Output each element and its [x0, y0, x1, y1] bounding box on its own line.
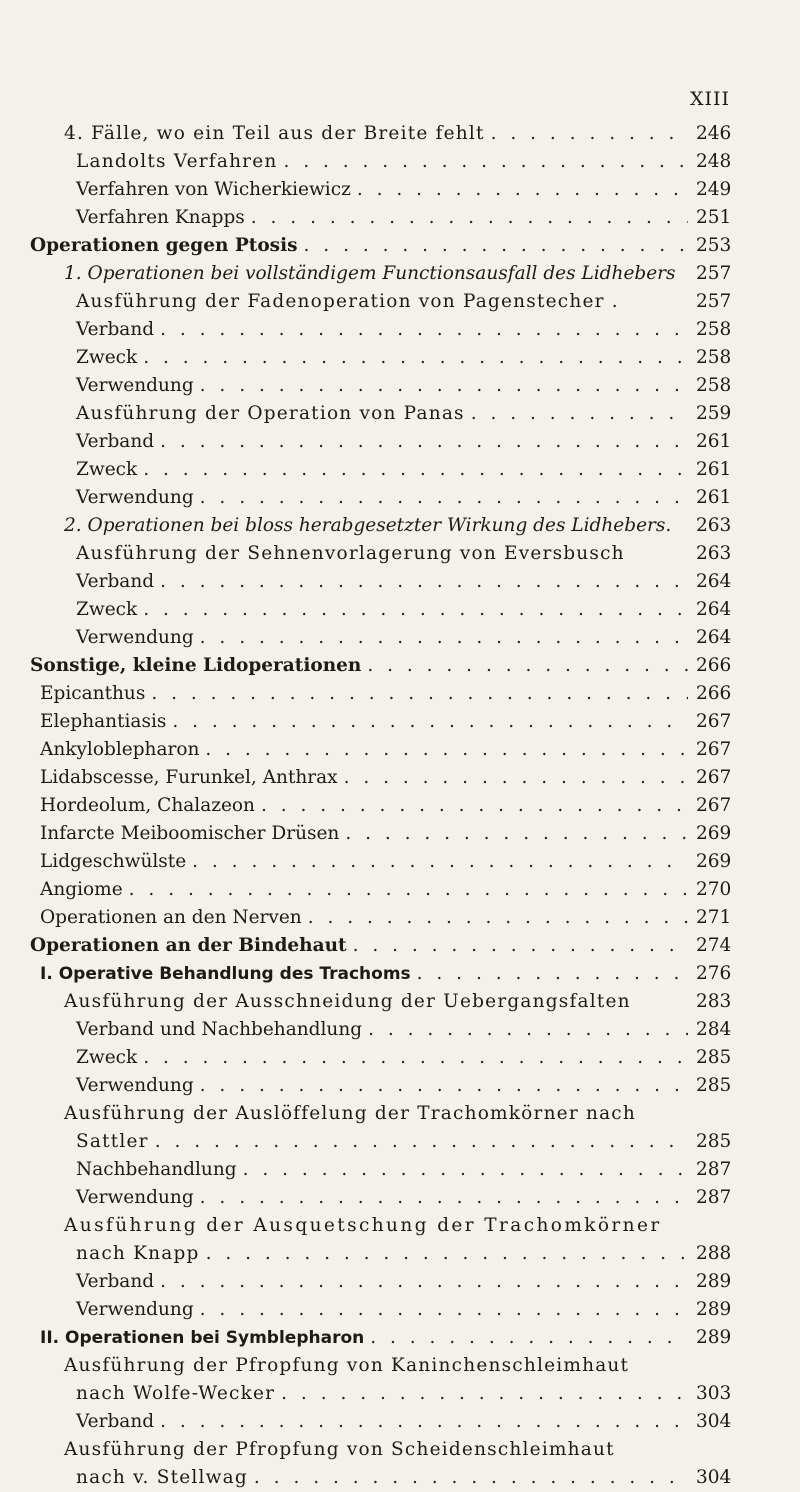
table-of-contents: [30, 120, 730, 1492]
toc-entry: [30, 1072, 730, 1100]
toc-entry-title: Angiome: [40, 879, 123, 900]
toc-entry: [30, 176, 730, 204]
toc-entry-page: 267: [696, 711, 732, 732]
toc-entry: [30, 316, 730, 344]
toc-entry-page: 253: [696, 235, 732, 256]
toc-entry-page: 249: [696, 179, 732, 200]
toc-entry: [30, 204, 730, 232]
toc-entry-page: 276: [696, 963, 732, 984]
dot-leader: [160, 316, 688, 344]
dot-leader: [345, 820, 688, 848]
toc-entry-page: 289: [696, 1271, 732, 1292]
toc-entry: [30, 120, 730, 148]
toc-entry-title: Ausführung der Operation von Panas: [76, 403, 465, 424]
page-number: XIII: [689, 88, 730, 110]
dot-leader: [344, 764, 688, 792]
dot-leader: [200, 1072, 688, 1100]
toc-entry-page: 269: [696, 851, 732, 872]
toc-entry-title: Nachbehandlung: [76, 1159, 237, 1180]
toc-entry-title: nach Knapp: [76, 1243, 200, 1264]
toc-entry: [30, 232, 730, 260]
dot-leader: [370, 1324, 688, 1352]
toc-entry-page: 287: [696, 1159, 732, 1180]
dot-leader: [129, 876, 688, 904]
toc-entry: [30, 372, 730, 400]
toc-entry-title: Zweck: [76, 347, 138, 368]
toc-entry-title: Verband: [76, 319, 155, 340]
dot-leader: [304, 232, 688, 260]
dot-leader: [143, 344, 688, 372]
toc-entry-title: Infarcte Meiboomischer Drüsen: [40, 823, 340, 844]
toc-entry-title: Zweck: [76, 1047, 138, 1068]
toc-entry: [30, 568, 730, 596]
dot-leader: [284, 148, 689, 176]
toc-entry-title: Sonstige, kleine Lidoperationen: [30, 655, 362, 676]
toc-entry-page: 267: [696, 739, 732, 760]
toc-entry-page: 289: [696, 1299, 732, 1320]
toc-entry: [30, 596, 730, 624]
toc-entry: [30, 344, 730, 372]
dot-leader: [367, 652, 688, 680]
toc-entry-page: 259: [696, 403, 732, 424]
toc-entry: [30, 1100, 730, 1128]
toc-entry: [30, 1212, 730, 1240]
toc-entry-page: 270: [696, 879, 732, 900]
toc-entry-page: 264: [696, 627, 732, 648]
toc-entry: [30, 260, 730, 288]
toc-entry: [30, 1016, 730, 1044]
dot-leader: [160, 1408, 688, 1436]
dot-leader: [160, 568, 688, 596]
dot-leader: [160, 428, 688, 456]
toc-entry-page: 284: [696, 1019, 732, 1040]
toc-entry: [30, 1156, 730, 1184]
dot-leader: [417, 960, 688, 988]
toc-entry-page: 261: [696, 459, 732, 480]
dot-leader: [281, 1380, 688, 1408]
toc-entry: [30, 456, 730, 484]
dot-leader: [243, 1156, 688, 1184]
dot-leader: [357, 176, 688, 204]
toc-entry-page: 267: [696, 767, 732, 788]
dot-leader: [192, 848, 688, 876]
toc-entry-page: 246: [696, 123, 732, 144]
toc-entry: [30, 1380, 730, 1408]
dot-leader: [261, 792, 688, 820]
dot-leader: [471, 400, 688, 428]
toc-entry-page: 266: [696, 683, 732, 704]
toc-entry-page: 283: [696, 991, 732, 1012]
toc-entry-page: 264: [696, 571, 732, 592]
toc-entry-title: Verwendung: [76, 375, 194, 396]
toc-entry-title: Verband: [76, 431, 155, 452]
toc-entry: [30, 708, 730, 736]
toc-entry-title: Verband: [76, 1411, 155, 1432]
toc-entry: [30, 960, 730, 988]
dot-leader: [368, 1016, 688, 1044]
toc-entry-title: Verwendung: [76, 487, 194, 508]
toc-entry-title: Ausführung der Auslöffelung der Trachomkörner nach: [64, 1103, 636, 1124]
toc-entry: [30, 764, 730, 792]
toc-entry-title: Verfahren Knapps: [76, 207, 245, 228]
toc-entry: [30, 792, 730, 820]
toc-entry: [30, 1436, 730, 1464]
toc-entry: [30, 1464, 730, 1492]
toc-entry: [30, 736, 730, 764]
toc-entry-title: Hordeolum, Chalazeon: [40, 795, 255, 816]
toc-entry-title: Lidgeschwülste: [40, 851, 187, 872]
dot-leader: [254, 1464, 688, 1492]
toc-entry-page: 263: [696, 543, 732, 564]
toc-entry: [30, 288, 730, 316]
toc-entry-page: 274: [696, 935, 732, 956]
toc-entry: [30, 1184, 730, 1212]
dot-leader: [143, 456, 688, 484]
toc-entry-title: 1. Operationen bei vollständigem Functionsausfall des Lidhebers: [64, 263, 676, 284]
toc-entry-title: Ausführung der Pfropfung von Scheidenschleimhaut: [64, 1439, 615, 1460]
toc-entry-title: Verfahren von Wicherkiewicz: [76, 179, 351, 200]
toc-entry-title: Ausführung der Ausquetschung der Trachomkörner: [64, 1215, 662, 1236]
toc-entry-title: Landolts Verfahren: [76, 151, 278, 172]
toc-entry-title: Zweck: [76, 599, 138, 620]
dot-leader: [143, 1044, 688, 1072]
toc-entry-title: Operationen gegen Ptosis: [30, 235, 298, 256]
dot-leader: [206, 1240, 688, 1268]
toc-entry: [30, 848, 730, 876]
dot-leader: [308, 904, 688, 932]
toc-entry-page: 257: [696, 263, 732, 284]
toc-entry-page: 271: [696, 907, 732, 928]
toc-entry-title: Ausführung der Sehnenvorlagerung von Eversbusch: [76, 543, 625, 564]
dot-leader: [160, 1268, 688, 1296]
toc-entry-page: 287: [696, 1187, 732, 1208]
toc-entry-page: 304: [696, 1467, 732, 1488]
dot-leader: [200, 1184, 688, 1212]
dot-leader: [205, 736, 688, 764]
dot-leader: [151, 680, 688, 708]
toc-entry-title: Verwendung: [76, 1187, 194, 1208]
toc-entry-title: Sattler: [76, 1131, 149, 1152]
toc-entry-title: Verwendung: [76, 1299, 194, 1320]
dot-leader: [155, 1128, 688, 1156]
toc-entry-page: 267: [696, 795, 732, 816]
toc-entry-title: 2. Operationen bei bloss herabgesetzter Wirkung des Lidhebers.: [64, 515, 672, 536]
toc-entry-title: Verwendung: [76, 627, 194, 648]
toc-entry-title: Verwendung: [76, 1075, 194, 1096]
toc-entry: [30, 1408, 730, 1436]
toc-entry: [30, 1268, 730, 1296]
toc-entry: [30, 540, 730, 568]
toc-entry-title: Zweck: [76, 459, 138, 480]
dot-leader: [172, 708, 688, 736]
toc-entry-title: II. Operationen bei Symblepharon: [40, 1328, 365, 1348]
toc-entry-title: nach Wolfe-Wecker: [76, 1383, 276, 1404]
toc-entry-page: 285: [696, 1047, 732, 1068]
toc-entry-title: Ausführung der Fadenoperation von Pagenstecher .: [76, 291, 619, 312]
toc-entry: [30, 1044, 730, 1072]
toc-entry-page: 258: [696, 375, 732, 396]
toc-entry-page: 288: [696, 1243, 732, 1264]
toc-entry-page: 266: [696, 655, 732, 676]
toc-entry-page: 269: [696, 823, 732, 844]
toc-entry-title: Operationen an den Nerven: [40, 907, 302, 928]
toc-entry-page: 258: [696, 347, 732, 368]
toc-entry: [30, 512, 730, 540]
toc-entry-page: 251: [696, 207, 732, 228]
toc-entry-page: 285: [696, 1131, 732, 1152]
toc-entry-title: Lidabscesse, Furunkel, Anthrax: [40, 767, 338, 788]
toc-entry-page: 289: [696, 1327, 732, 1348]
toc-entry: [30, 876, 730, 904]
toc-entry-title: 4. Fälle, wo ein Teil aus der Breite fehlt: [64, 123, 485, 144]
toc-entry-page: 304: [696, 1411, 732, 1432]
toc-entry: [30, 148, 730, 176]
toc-entry-page: 257: [696, 291, 732, 312]
toc-entry-page: 263: [696, 515, 732, 536]
toc-entry-page: 285: [696, 1075, 732, 1096]
toc-entry: [30, 680, 730, 708]
dot-leader: [200, 372, 688, 400]
toc-entry: [30, 988, 730, 1016]
toc-entry: [30, 904, 730, 932]
dot-leader: [200, 1296, 688, 1324]
toc-entry-title: Elephantiasis: [40, 711, 167, 732]
toc-entry-title: Epicanthus: [40, 683, 146, 704]
toc-entry-page: 264: [696, 599, 732, 620]
toc-entry-title: Ausführung der Ausschneidung der Uebergangsfalten: [64, 991, 631, 1012]
toc-entry-page: 258: [696, 319, 732, 340]
toc-entry: [30, 1128, 730, 1156]
dot-leader: [251, 204, 688, 232]
dot-leader: [491, 120, 688, 148]
toc-entry: [30, 484, 730, 512]
toc-entry-title: Verband: [76, 1271, 155, 1292]
dot-leader: [353, 932, 688, 960]
dot-leader: [200, 484, 688, 512]
toc-entry: [30, 624, 730, 652]
toc-entry-title: nach v. Stellwag: [76, 1467, 248, 1488]
toc-entry: [30, 1240, 730, 1268]
toc-entry-title: Ankyloblepharon: [40, 739, 200, 760]
toc-entry-title: Operationen an der Bindehaut: [30, 935, 347, 956]
toc-entry: [30, 428, 730, 456]
toc-entry-title: Verband: [76, 571, 155, 592]
toc-entry: [30, 820, 730, 848]
toc-entry: [30, 1296, 730, 1324]
dot-leader: [143, 596, 688, 624]
toc-entry-page: 303: [696, 1383, 732, 1404]
dot-leader: [200, 624, 688, 652]
toc-entry-page: 261: [696, 487, 732, 508]
toc-entry-title: I. Operative Behandlung des Trachoms: [40, 964, 411, 984]
toc-entry: [30, 932, 730, 960]
toc-entry: [30, 652, 730, 680]
toc-entry-page: 261: [696, 431, 732, 452]
toc-entry: [30, 400, 730, 428]
toc-entry-title: Verband und Nachbehandlung: [76, 1019, 363, 1040]
toc-entry-title: Ausführung der Pfropfung von Kaninchenschleimhaut: [64, 1355, 630, 1376]
toc-entry-page: 248: [696, 151, 732, 172]
toc-entry: [30, 1352, 730, 1380]
toc-entry: [30, 1324, 730, 1352]
